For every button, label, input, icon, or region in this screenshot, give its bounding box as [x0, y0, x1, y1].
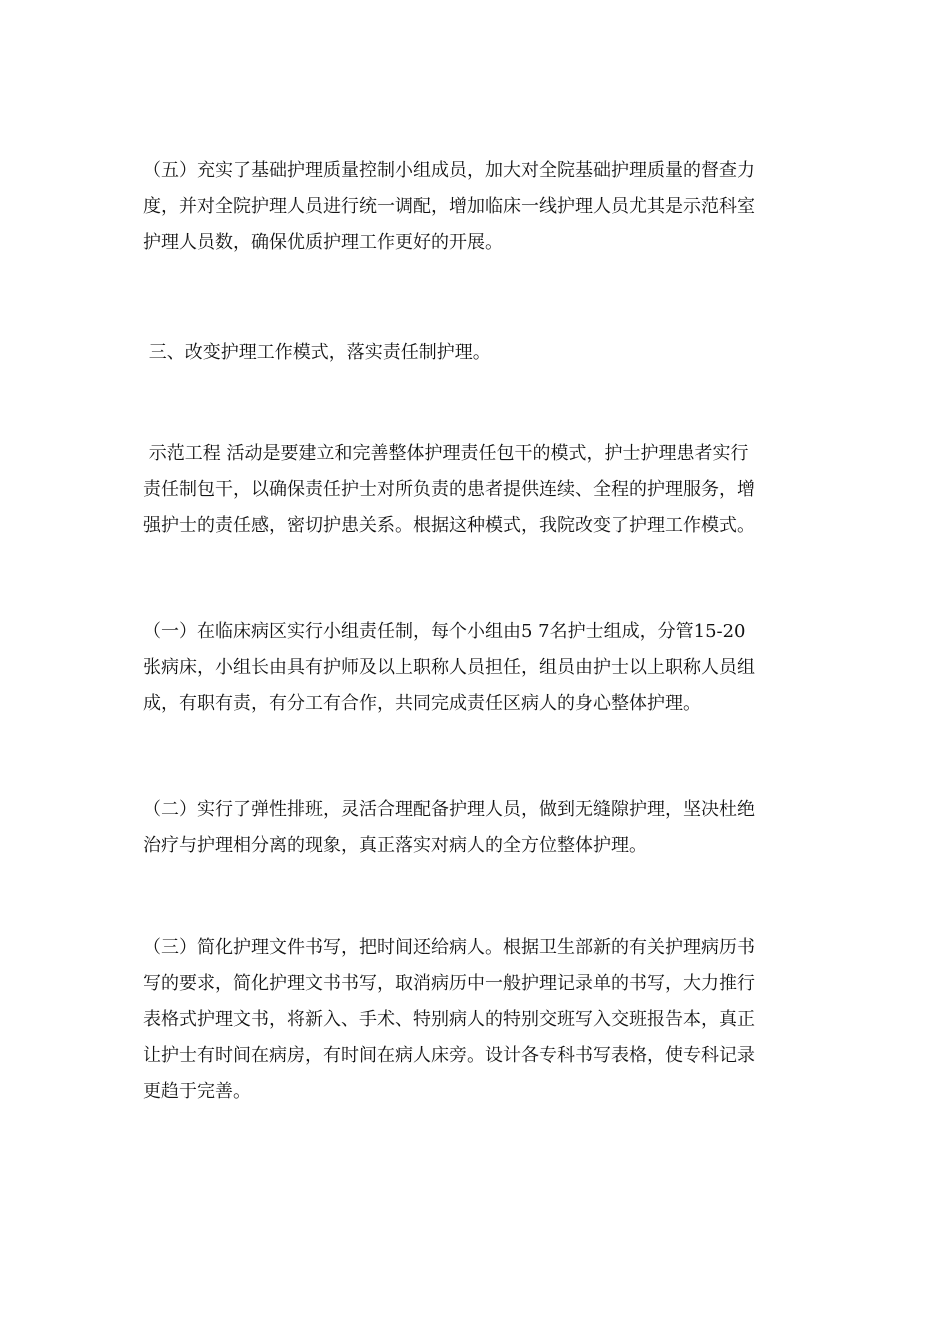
text-line: 张病床，小组长由具有护师及以上职称人员担任，组员由护士以上职称人员组: [143, 657, 755, 678]
text-line: （五）充实了基础护理质量控制小组成员，加大对全院基础护理质量的督查力: [143, 160, 755, 181]
text-line: （二）实行了弹性排班，灵活合理配备护理人员，做到无缝隙护理，坚决杜绝: [143, 799, 755, 820]
text-line: 让护士有时间在病房，有时间在病人床旁。设计各专科书写表格，使专科记录: [143, 1045, 755, 1066]
text-line: 写的要求，简化护理文书书写，取消病历中一般护理记录单的书写，大力推行: [143, 973, 755, 994]
text-line: 表格式护理文书，将新入、手术、特别病人的特别交班写入交班报告本，真正: [143, 1009, 755, 1030]
paragraph-one-group-responsibility: [143, 614, 807, 722]
text-line: （三）简化护理文件书写，把时间还给病人。根据卫生部新的有关护理病历书: [143, 937, 755, 958]
text-line: 护理人员数，确保优质护理工作更好的开展。: [143, 232, 503, 253]
paragraph-five-basic-nursing-quality: [143, 153, 807, 261]
text-line: 度，并对全院护理人员进行统一调配，增加临床一线护理人员尤其是示范科室: [143, 196, 755, 217]
paragraph-three-simplified-documentation: [143, 930, 807, 1110]
paragraph-two-flexible-scheduling: [143, 792, 807, 864]
heading-line: 三、改变护理工作模式，落实责任制护理。: [143, 342, 491, 363]
text-line: 示范工程 活动是要建立和完善整体护理责任包干的模式，护士护理患者实行: [143, 443, 749, 464]
text-line: 责任制包干，以确保责任护士对所负责的患者提供连续、全程的护理服务，增: [143, 479, 755, 500]
text-line: 治疗与护理相分离的现象，真正落实对病人的全方位整体护理。: [143, 835, 647, 856]
text-line: （一）在临床病区实行小组责任制，每个小组由5 7名护士组成，分管15-20: [143, 621, 746, 642]
paragraph-demonstration-project: [143, 436, 807, 544]
section-heading-three: [143, 335, 807, 371]
text-line: 更趋于完善。: [143, 1081, 251, 1102]
text-line: 强护士的责任感，密切护患关系。根据这种模式，我院改变了护理工作模式。: [143, 515, 755, 536]
text-line: 成，有职有责，有分工有合作，共同完成责任区病人的身心整体护理。: [143, 693, 701, 714]
